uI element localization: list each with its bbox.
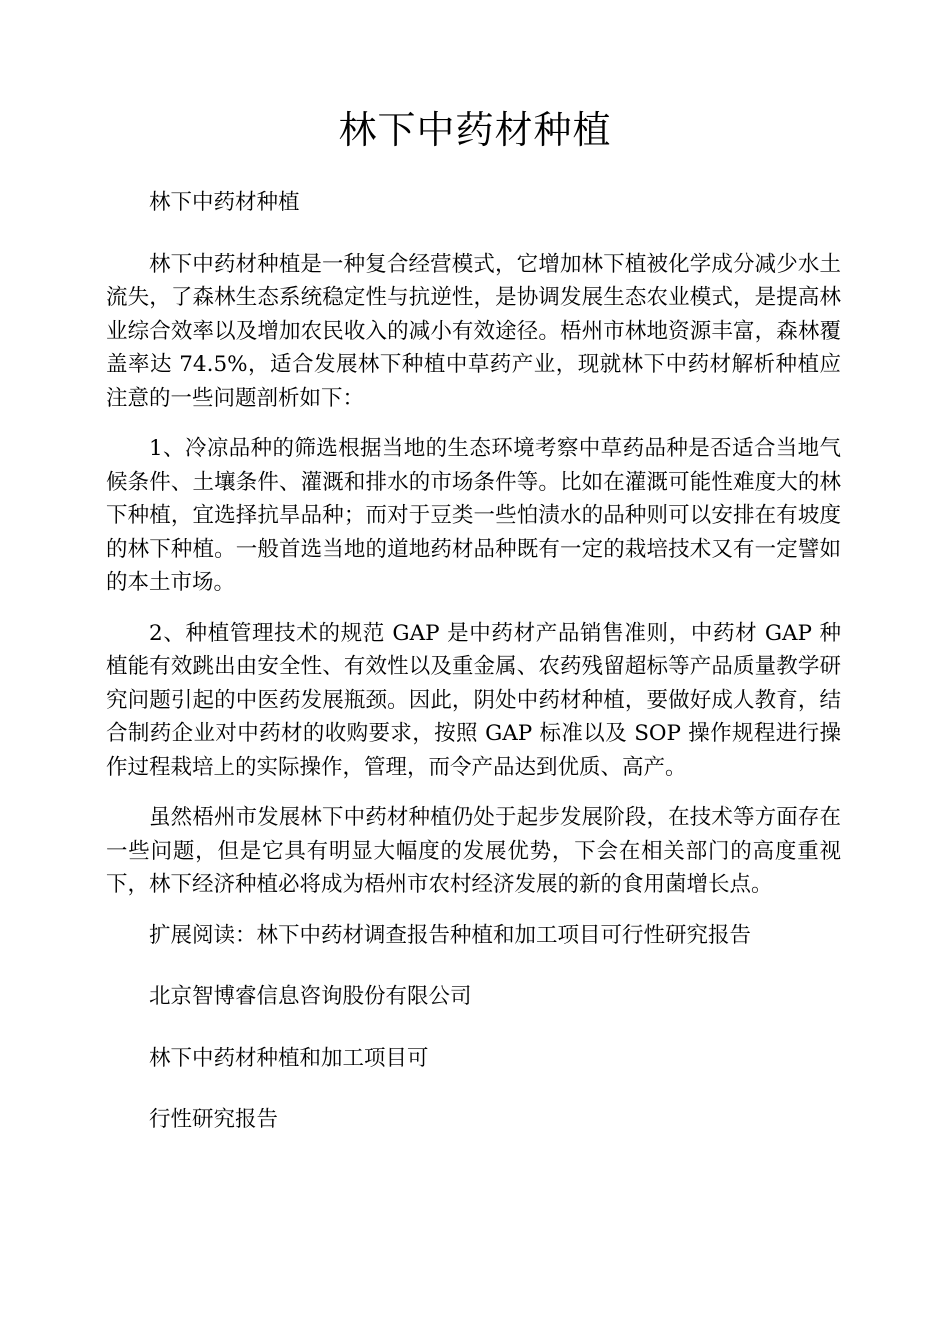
- conclusion-paragraph: 虽然梧州市发展林下中药材种植仍处于起步发展阶段，在技术等方面存在一些问题，但是它具有明显大幅度的发展优势，下会在相关部门的高度重视下，林下经济种植必将成为梧州市农村经济发展的新的食用菌增长点。: [106, 805, 841, 897]
- subtitle-paragraph: 林下中药材种植: [149, 190, 300, 215]
- point-1-paragraph: 1、冷凉品种的筛选根据当地的生态环境考察中草药品种是否适合当地气候条件、土壤条件、灌溉和排水的市场条件等。比如在灌溉可能性难度大的林下种植，宜选择抗旱品种；而对于豆类一些怕渍水的品种则可以安排在有坡度的林下种植。一般首选当地的道地药材品种既有一定的栽培技术又有一定譬如的本土市场。: [106, 436, 841, 595]
- intro-paragraph: 林下中药材种植是一种复合经营模式，它增加林下植被化学成分减少水土流失，了森林生态系统稳定性与抗逆性，是协调发展生态农业模式，是提高林业综合效率以及增加农民收入的减小有效途径。梧州市林地资源丰富，森林覆盖率达 74.5%，适合发展林下种植中草药产业，现就林下中药材解析种植应注意的一些问题剖析如下：: [106, 251, 841, 411]
- document-title: 林下中药材种植: [338, 108, 612, 152]
- company-name-paragraph: 北京智博睿信息咨询股份有限公司: [149, 984, 472, 1009]
- report-title-line-2: 行性研究报告: [149, 1107, 279, 1132]
- report-title-line-1: 林下中药材种植和加工项目可: [149, 1045, 429, 1071]
- document-body: [106, 186, 841, 1165]
- extended-reading-paragraph: 扩展阅读：林下中药材调查报告种植和加工项目可行性研究报告: [149, 922, 752, 948]
- point-2-paragraph: 2、种植管理技术的规范 GAP 是中药材产品销售准则，中药材 GAP 种植能有效跳出由安全性、有效性以及重金属、农药残留超标等产品质量教学研究问题引起的中医药发展瓶颈。因此，阴处中药材种植，要做好成人教育，结合制药企业对中药材的收购要求，按照 GAP 标准以及 SOP 操作规程进行操作过程栽培上的实际操作，管理，而令产品达到优质、高产。: [106, 620, 841, 780]
